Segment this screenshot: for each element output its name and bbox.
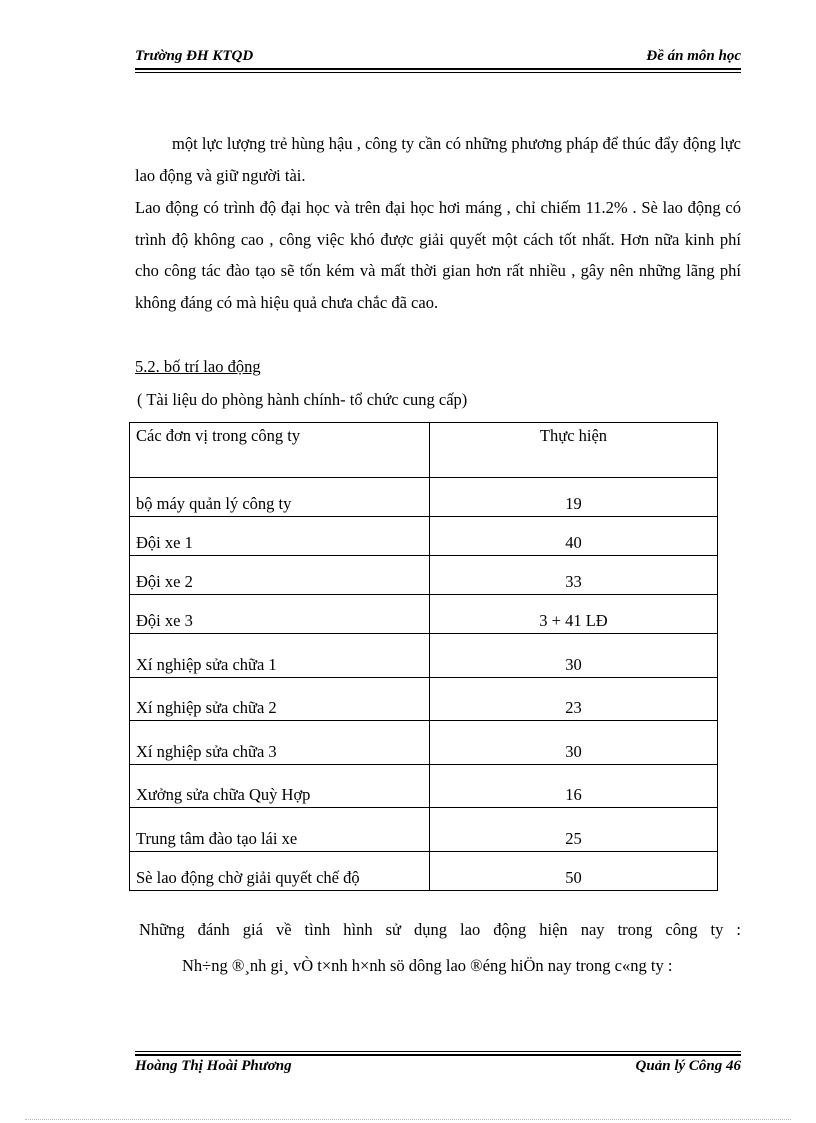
value-cell: 30 [430, 721, 718, 765]
page-edge-divider [25, 1119, 791, 1120]
header-rule-thin [135, 72, 741, 73]
table-row [130, 721, 718, 765]
unit-cell: Xí nghiệp sửa chữa 3 [130, 721, 430, 765]
unit-cell: Xí nghiệp sửa chữa 1 [130, 634, 430, 678]
footer-rule-thin [135, 1051, 741, 1052]
table-row [130, 678, 718, 721]
staff-allocation-table [129, 422, 718, 891]
paragraph-2: Lao động có trình độ đại học và trên đại học hơi máng , chỉ chiếm 11.2% . Sè lao động có trình độ không cao , công việc khó được giải quyết một cách tốt nhất. Hơn nữa kinh phí cho công tác đào tạo sẽ tốn kém và mất thời gian hơn rất nhiều , gây nên những lãng phí không đáng có mà hiệu quả chưa chắc đã cao. [135, 198, 741, 312]
header-doc-type: Đề án môn học [646, 48, 741, 64]
value-cell: 23 [430, 678, 718, 721]
unit-cell: Xí nghiệp sửa chữa 2 [130, 678, 430, 721]
table-row [130, 808, 718, 852]
page-header [135, 48, 741, 70]
table-source-note: ( Tài liệu do phòng hành chính- tổ chức cung cấp) [137, 390, 468, 409]
table-row [130, 634, 718, 678]
table-row [130, 478, 718, 517]
footer-rule [135, 1054, 741, 1056]
footer-class: Quản lý Công 46 [635, 1058, 741, 1074]
header-rule [135, 68, 741, 70]
table-row [130, 595, 718, 634]
value-cell: 30 [430, 634, 718, 678]
value-cell: 3 + 41 LĐ [430, 595, 718, 634]
table-header-row [130, 423, 718, 478]
unit-cell: bộ máy quản lý công ty [130, 478, 430, 517]
value-cell: 25 [430, 808, 718, 852]
page-footer [135, 1058, 741, 1080]
footer-author: Hoàng Thị Hoài Phương [135, 1058, 292, 1074]
value-cell: 16 [430, 765, 718, 808]
value-cell: 50 [430, 852, 718, 891]
evaluation-heading-garbled: Nh÷ng ®¸nh gi¸ vÒ t×nh h×nh sö dông lao ®éng hiÖn nay trong c«ng ty : [182, 956, 673, 975]
table-row [130, 556, 718, 595]
table-row [130, 517, 718, 556]
value-cell: 40 [430, 517, 718, 556]
header-school: Trường ĐH KTQD [135, 48, 254, 64]
value-cell: 19 [430, 478, 718, 517]
unit-cell: Đội xe 2 [130, 556, 430, 595]
unit-cell: Sè lao động chờ giải quyết chế độ [130, 852, 430, 891]
section-title: 5.2. bố trí lao động [135, 357, 261, 376]
header-cell-unit: Các đơn vị trong công ty [130, 423, 430, 478]
value-cell: 33 [430, 556, 718, 595]
paragraph-1: một lực lượng trẻ hùng hậu , công ty cần có những phương pháp để thúc đẩy động lực lao động và giữ người tài. [135, 134, 741, 185]
header-cell-value: Thực hiện [430, 423, 718, 478]
unit-cell: Đội xe 3 [130, 595, 430, 634]
table-row [130, 765, 718, 808]
evaluation-heading: Những đánh giá về tình hình sử dụng lao động hiện nay trong công ty : [139, 920, 741, 939]
table-row [130, 852, 718, 891]
unit-cell: Trung tâm đào tạo lái xe [130, 808, 430, 852]
unit-cell: Xưởng sửa chữa Quỳ Hợp [130, 765, 430, 808]
unit-cell: Đội xe 1 [130, 517, 430, 556]
